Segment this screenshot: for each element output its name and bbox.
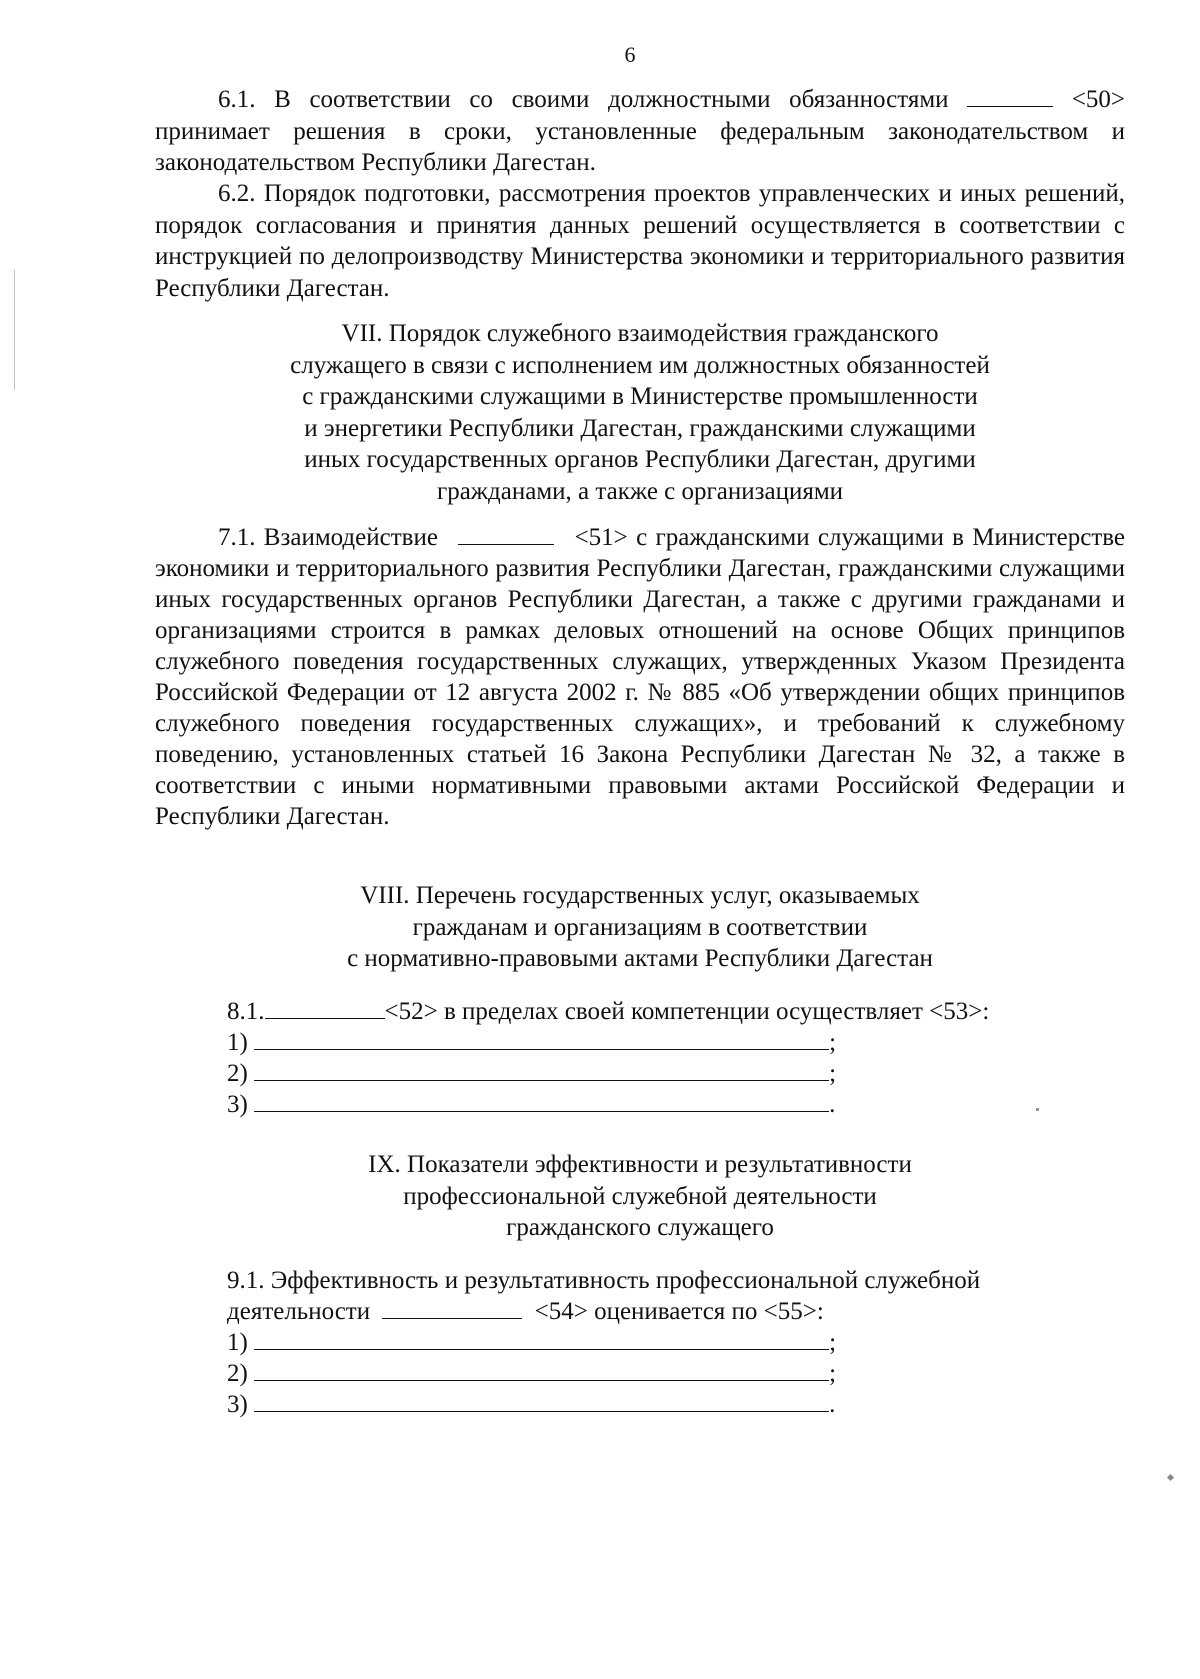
heading-line: IX. Показатели эффективности и результативности [368, 1151, 912, 1178]
section-9-heading [155, 1149, 1125, 1244]
scan-speck [1167, 1474, 1174, 1481]
paragraph-8-1-text: в пределах своей компетенции осуществляет <53>: [443, 998, 990, 1025]
paragraph-9-1-text-b: оценивается по <55>: [594, 1298, 824, 1325]
heading-line: с гражданскими служащими в Министерстве промышленности [302, 383, 978, 410]
heading-line: гражданам и организациям в соответствии [412, 913, 868, 941]
blank-field [458, 524, 554, 545]
section-8-heading [155, 880, 1125, 975]
heading-line: профессиональной служебной деятельности [403, 1182, 877, 1210]
paragraph-6-1-text-b: принимает решения в сроки, установленные федеральным законодательством и законодательством Республики Дагестан. [155, 117, 1125, 176]
list-item-label: 1) [227, 1029, 248, 1056]
heading-line: с нормативно-правовыми актами Республики Дагестан [347, 945, 933, 972]
blank-field [382, 1298, 522, 1319]
list-item-end: . [829, 1391, 836, 1418]
list-item-label: 1) [227, 1329, 248, 1356]
section-7-heading [155, 318, 1125, 507]
scan-edge-mark [14, 270, 15, 390]
reference-50: <50> [1071, 86, 1126, 113]
paragraph-6-2: 6.2. Порядок подготовки, рассмотрения проектов управленческих и иных решений, порядок согласования и принятия данных решений осуществляется в соответствии с инструкцией по делопроизводству Министерства экономики и территориального развития Республики Дагестан. [155, 180, 1125, 302]
list-item [227, 1358, 836, 1390]
list-item [227, 1389, 835, 1421]
blank-field [254, 1089, 829, 1112]
heading-line: служащего в связи с исполнением им должностных обязанностей [290, 351, 990, 379]
paragraph-8-1-prefix: 8.1. [227, 998, 265, 1025]
paragraph-7-1 [155, 522, 1125, 832]
blank-field [254, 1358, 829, 1381]
page-number: 6 [624, 42, 636, 67]
scan-speck [1036, 1108, 1039, 1111]
reference-51: <51> [574, 524, 628, 551]
paragraph-6-1 [155, 84, 1125, 179]
blank-field [254, 1389, 829, 1412]
heading-line: гражданами, а также с организациями [436, 477, 844, 505]
list-item-end: . [829, 1091, 836, 1118]
paragraph-7-1-text-b: с гражданскими служащими в Министерстве экономики и территориального развития Республики Дагестан, гражданскими служащими иных государственных органов Республики Дагестан, а также с другими гражданами и организациями строится в рамках деловых отношений на основе Общих принципов служебного поведения государственных служащих, утвержденных Указом Президента Российской Федерации от 12 августа 2002 г. № 885 «Об утверждении общих принципов служебного поведения государственных служащих», и требований к служебному поведению, установленных статьей 16 Закона Республики Дагестан № 32, а также в соответствии с иными нормативными правовыми актами Российской Федерации и Республики Дагестан. [155, 524, 1126, 830]
list-item-label: 3) [227, 1391, 248, 1418]
blank-field [254, 1327, 829, 1350]
list-item-label: 2) [227, 1360, 248, 1387]
list-item-end: ; [829, 1329, 837, 1356]
list-item [227, 1089, 835, 1121]
blank-field [967, 86, 1053, 107]
list-item [227, 1058, 836, 1090]
heading-line: иных государственных органов Республики Дагестан, другими [304, 446, 976, 473]
list-item-end: ; [829, 1360, 837, 1387]
heading-line: и энергетики Республики Дагестан, гражданскими служащими [304, 414, 976, 442]
blank-field [265, 998, 385, 1019]
paragraph-7-1-text-a: 7.1. Взаимодействие [218, 524, 438, 551]
heading-line: VII. Порядок служебного взаимодействия гражданского [341, 320, 939, 347]
blank-field [254, 1027, 829, 1050]
list-item-label: 3) [227, 1091, 248, 1118]
paragraph-6-1-text-a: 6.1. В соответствии со своими должностными обязанностями [218, 86, 949, 113]
list-item-end: ; [829, 1060, 837, 1087]
reference-52: <52> [384, 998, 438, 1025]
blank-field [254, 1058, 829, 1081]
list-item-label: 2) [227, 1060, 248, 1087]
list-item [227, 1027, 836, 1059]
paragraph-9-1-line-1: 9.1. Эффективность и результативность профессиональной служебной [227, 1267, 981, 1294]
paragraph-9-1-text-a: деятельности [227, 1298, 371, 1325]
paragraph-9-1-line-2 [227, 1296, 824, 1328]
list-item [227, 1327, 836, 1359]
heading-line: VIII. Перечень государственных услуг, оказываемых [360, 882, 920, 909]
paragraph-8-1 [227, 996, 989, 1028]
heading-line: гражданского служащего [506, 1214, 774, 1241]
reference-54: <54> [534, 1298, 588, 1325]
list-item-end: ; [829, 1029, 837, 1056]
